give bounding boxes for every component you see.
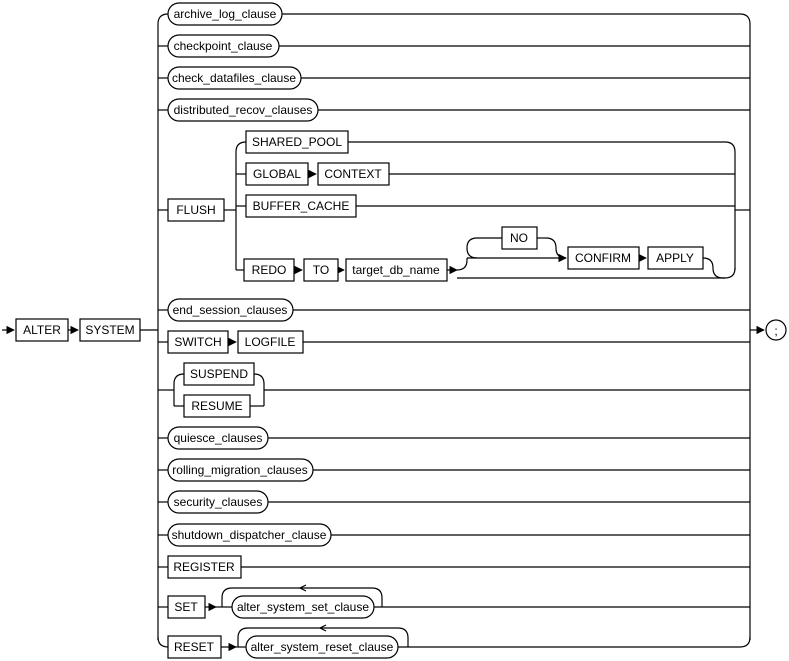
redo-keyword: REDO [251, 263, 287, 277]
distributed-recov-clauses: distributed_recov_clauses [173, 103, 313, 117]
check-datafiles-clause: check_datafiles_clause [171, 71, 297, 85]
apply-keyword: APPLY [656, 251, 694, 265]
system-keyword: SYSTEM [85, 323, 135, 337]
confirm-keyword: CONFIRM [575, 251, 631, 265]
switch-keyword: SWITCH [174, 335, 222, 349]
shared-pool-keyword: SHARED_POOL [251, 135, 343, 149]
to-keyword: TO [312, 263, 330, 277]
suspend-keyword: SUSPEND [189, 367, 249, 381]
target-db-name: target_db_name [352, 263, 440, 277]
alter-system-set-clause: alter_system_set_clause [236, 600, 370, 614]
quiesce-clauses: quiesce_clauses [173, 431, 263, 445]
terminator-semicolon: ; [774, 324, 778, 338]
register-keyword: REGISTER [173, 560, 235, 574]
alter-keyword: ALTER [23, 323, 61, 337]
logfile-keyword: LOGFILE [244, 335, 296, 349]
resume-keyword: RESUME [191, 399, 243, 413]
no-keyword: NO [510, 231, 528, 245]
context-keyword: CONTEXT [324, 167, 382, 181]
end-session-clauses: end_session_clauses [172, 303, 288, 317]
rolling-migration-clauses: rolling_migration_clauses [172, 463, 308, 477]
flush-keyword: FLUSH [176, 203, 216, 217]
global-keyword: GLOBAL [252, 167, 302, 181]
alter-system-reset-clause: alter_system_reset_clause [250, 640, 394, 654]
set-keyword: SET [174, 600, 198, 614]
security-clauses: security_clauses [173, 495, 263, 509]
archive-log-clause: archive_log_clause [173, 7, 277, 21]
checkpoint-clause: checkpoint_clause [173, 39, 273, 53]
shutdown-dispatcher-clause: shutdown_dispatcher_clause [171, 528, 327, 542]
buffer-cache-keyword: BUFFER_CACHE [252, 199, 350, 213]
reset-keyword: RESET [173, 640, 215, 654]
